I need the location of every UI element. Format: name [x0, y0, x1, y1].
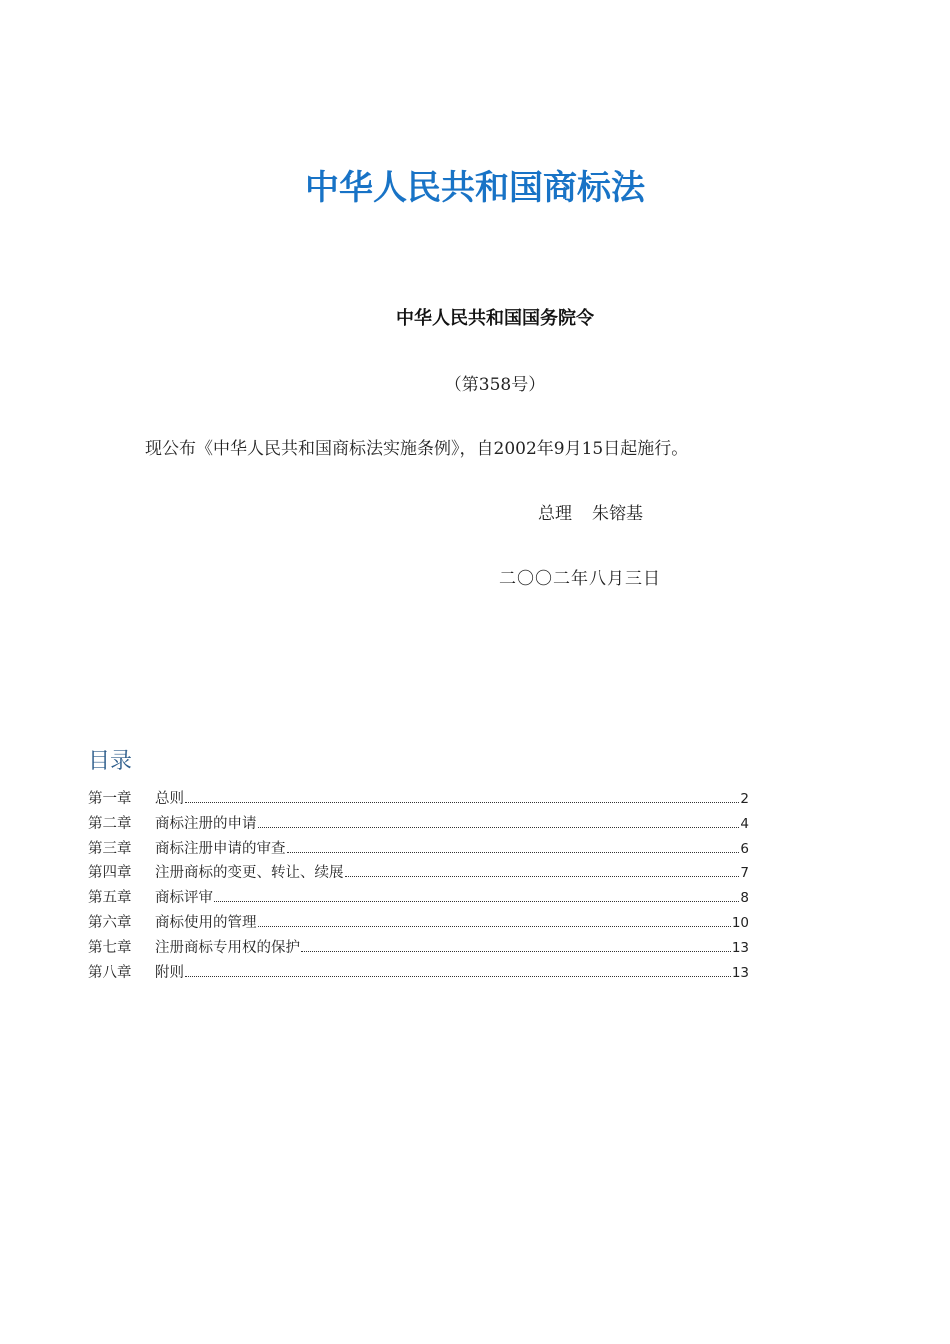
toc-title: 商标评审: [155, 890, 213, 907]
toc-entry-4[interactable]: [88, 862, 749, 887]
toc-page-number: 2: [740, 791, 749, 807]
signatory: [538, 499, 643, 524]
toc-page-number: 6: [740, 840, 749, 857]
toc-chapter: 第四章: [88, 865, 132, 882]
document-title: 中华人民共和国商标法: [305, 168, 645, 208]
signatory-name: 朱镕基: [592, 504, 643, 524]
sign-date: 二〇〇二年八月三日: [499, 569, 661, 589]
toc-entry-7[interactable]: [88, 937, 749, 962]
toc-chapter: 第八章: [88, 964, 132, 981]
toc-entry-3[interactable]: [88, 838, 749, 863]
toc-chapter: 第二章: [88, 815, 132, 832]
toc-entry-8[interactable]: [88, 962, 749, 987]
toc-title: 注册商标的变更、转让、续展: [155, 865, 344, 882]
toc-title: 商标注册申请的审查: [155, 840, 286, 857]
toc-page-number: 8: [740, 890, 749, 907]
decree-number: （第358号）: [444, 375, 546, 395]
toc-entry-6[interactable]: [88, 912, 749, 937]
toc-dot-leader: [258, 826, 740, 828]
toc-title: 总则: [155, 791, 184, 807]
toc-page-number: 13: [731, 939, 749, 956]
toc-chapter: 第七章: [88, 939, 132, 956]
toc-page-number: 13: [731, 964, 749, 981]
toc-dot-leader: [185, 975, 731, 977]
toc-dot-leader: [301, 950, 731, 952]
toc-entry-2[interactable]: [88, 813, 749, 838]
toc-dot-leader: [214, 900, 739, 902]
table-of-contents: [88, 788, 749, 986]
toc-dot-leader: [345, 875, 740, 877]
toc-page-number: 7: [740, 865, 749, 882]
toc-title: 商标使用的管理: [155, 914, 257, 931]
decree-heading: 中华人民共和国国务院令: [396, 308, 594, 329]
toc-dot-leader: [287, 851, 740, 853]
toc-title: 附则: [155, 964, 184, 981]
toc-title: 注册商标专用权的保护: [155, 939, 300, 956]
toc-chapter: 第三章: [88, 840, 132, 857]
toc-page-number: 10: [731, 914, 749, 931]
toc-chapter: 第五章: [88, 890, 132, 907]
announcement-text: 现公布《中华人民共和国商标法实施条例》，自2002年9月15日起施行。: [145, 439, 689, 459]
toc-entry-5[interactable]: [88, 887, 749, 912]
toc-heading: 目录: [88, 749, 133, 774]
toc-dot-leader: [258, 925, 731, 927]
toc-dot-leader: [185, 801, 739, 803]
toc-entry-1[interactable]: [88, 788, 749, 813]
toc-chapter: 第一章: [88, 791, 132, 807]
toc-chapter: 第六章: [88, 914, 132, 931]
toc-title: 商标注册的申请: [155, 815, 257, 832]
signatory-role: 总理: [538, 504, 572, 524]
toc-page-number: 4: [740, 815, 749, 832]
